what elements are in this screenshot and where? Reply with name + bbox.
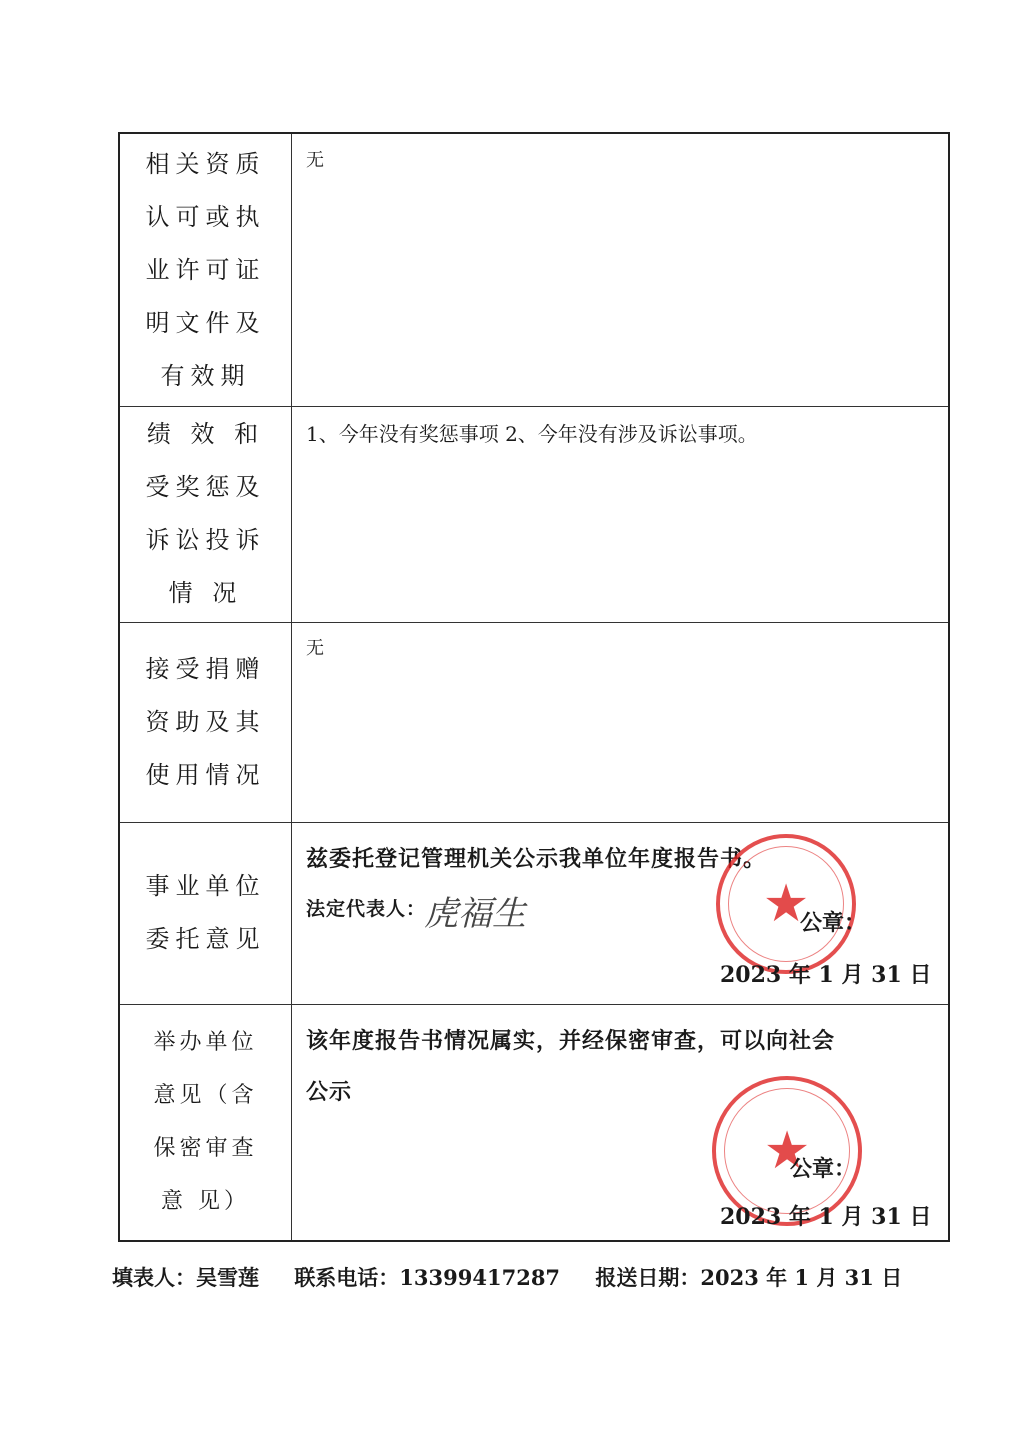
row-label [120,622,292,822]
label-line: 相关资质 [145,149,266,178]
donation-text: 无 [306,638,324,659]
label-line: 资助及其 [145,707,266,736]
stamp-date: 2023 年 1 月 31 日 [720,1204,932,1230]
row-content [292,134,948,406]
label-line: 事业单位 [145,872,266,900]
label-line: 意见（含 [153,1083,258,1108]
report-table [118,132,950,1242]
report-date: 报送日期：2023 年 1 月 31 日 [595,1265,903,1290]
table-row [120,622,948,823]
label-line: 受奖惩及 [145,473,266,501]
entrust-text: 兹委托登记管理机关公示我单位年度报告书。 [306,846,767,872]
table-row [120,822,948,1005]
label-line: 委托意见 [145,925,266,953]
stamp-label: 公章： [800,910,867,936]
star-icon: ★ [763,1121,811,1181]
official-seal [716,834,856,974]
label-line: 意 见） [161,1189,250,1214]
row-content [292,622,948,822]
legal-rep-label: 法定代表人： [306,898,427,920]
row-label [120,134,292,406]
label-line: 情 况 [168,579,243,607]
label-line: 保密审查 [153,1136,258,1161]
table-row [120,134,948,407]
contact-phone: 联系电话：13399417287 [294,1265,561,1290]
row-content [292,822,948,1004]
label-line: 业许可证 [145,255,266,284]
signature: 虎福生 [424,894,526,934]
label-line: 诉讼投诉 [145,526,266,554]
filler-name: 填表人：吴雪莲 [112,1265,259,1290]
qualification-text: 无 [306,150,324,171]
label-line: 举办单位 [153,1030,258,1055]
approval-text-line2: 公示 [306,1079,353,1105]
label-line: 有效期 [160,361,251,390]
label-line: 使用情况 [145,760,266,789]
form-footer [112,1262,992,1292]
stamp-date: 2023 年 1 月 31 日 [720,962,932,988]
label-line: 接受捐赠 [145,654,266,683]
table-row [120,406,948,623]
approval-text-line1: 该年度报告书情况属实，并经保密审查，可以向社会 [306,1028,836,1054]
row-content [292,1004,948,1240]
row-label [120,406,292,622]
row-content [292,406,948,622]
stamp-label: 公章： [790,1156,857,1182]
label-line: 认可或执 [145,202,266,231]
label-line: 绩 效 和 [146,420,265,448]
row-label [120,1004,292,1240]
performance-text: 1、今年没有奖惩事项 2、今年没有涉及诉讼事项。 [306,422,758,446]
star-icon: ★ [762,874,810,934]
row-label [120,822,292,1004]
label-line: 明文件及 [145,308,266,337]
table-row [120,1004,948,1240]
